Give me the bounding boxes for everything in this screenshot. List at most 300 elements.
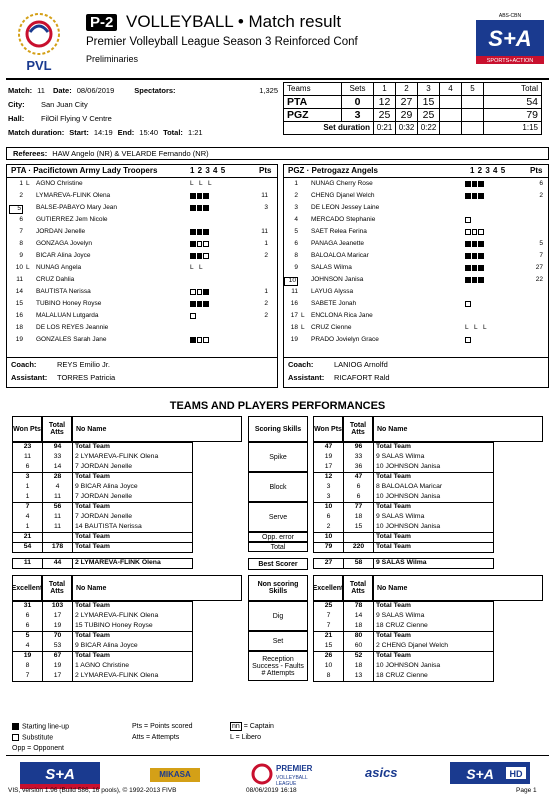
svg-text:PREMIER: PREMIER — [276, 764, 313, 773]
won-points: 27 — [314, 559, 344, 569]
performance-row — [314, 642, 494, 652]
set-score — [462, 96, 484, 109]
performance-row — [314, 672, 494, 682]
player-name: 7 JORDAN Jenelle — [73, 493, 193, 503]
total-attempts: 58 — [344, 559, 374, 569]
phase: Preliminaries — [86, 54, 139, 64]
print-date: 08/06/2019 16:18 — [246, 787, 297, 794]
starting-square-icon — [203, 301, 209, 307]
starting-square-icon — [190, 253, 196, 259]
set-participation — [190, 229, 210, 236]
substitute-square-icon — [472, 229, 478, 235]
set-duration-label: Set duration — [284, 122, 374, 135]
set-participation — [465, 241, 485, 248]
player-name: 10 JOHNSON Janisa — [374, 493, 494, 503]
match-date: 08/06/2019 — [76, 85, 115, 95]
player-name: 9 BICAR Alina Joyce — [73, 483, 193, 493]
player-name: Total Team — [374, 473, 494, 483]
player-name: 10 JOHNSON Janisa — [374, 463, 494, 473]
player-number: 6 — [19, 216, 23, 223]
total-attempts: 18 — [344, 662, 374, 672]
won-points: 7 — [13, 672, 43, 682]
captain-box: nn — [232, 723, 240, 730]
player-number: 5 — [294, 228, 298, 235]
legend-starting: Starting line-up — [21, 723, 70, 731]
set-participation — [190, 193, 210, 200]
svg-text:LEAGUE: LEAGUE — [276, 781, 297, 787]
total-attempts: 33 — [43, 453, 73, 463]
player-name: 9 SALAS Wilma — [374, 612, 494, 622]
end-label: End: — [117, 127, 135, 137]
starting-square-icon — [465, 277, 471, 283]
team-b-set-cols: 1 2 3 4 5 — [470, 166, 506, 175]
player-name: NUNAG Angela — [36, 264, 82, 271]
performance-table — [313, 442, 494, 473]
coach-label: Coach: — [11, 360, 37, 369]
player-name: SALAS Wilma — [311, 264, 352, 271]
player-number: 16 — [15, 312, 23, 319]
empty-square-icon — [12, 734, 19, 741]
team-b-assistant — [288, 374, 390, 382]
player-name: Total Team — [73, 652, 193, 662]
won-points: 21 — [314, 632, 344, 642]
player-points: 2 — [264, 312, 268, 319]
match-label: Match: — [8, 85, 33, 95]
sets-won: 3 — [342, 109, 374, 122]
total-attempts: 67 — [43, 652, 73, 662]
player-name: MERCADO Stephanie — [311, 216, 376, 223]
total-attempts: 36 — [344, 463, 374, 473]
player-number: 10 — [284, 277, 298, 286]
coach-name: LANIOG Arnolfd — [334, 360, 388, 369]
total-attempts — [344, 533, 374, 543]
performance-table — [313, 542, 494, 553]
sports-action-logo — [472, 10, 548, 66]
performance-row — [13, 483, 193, 493]
total-attempts: 18 — [344, 513, 374, 523]
substitute-square-icon — [465, 229, 471, 235]
player-name: CRUZ Cienne — [311, 324, 352, 331]
referees-label: Referees: — [13, 148, 48, 158]
set-score: 29 — [396, 109, 418, 122]
set-score-table — [283, 82, 542, 135]
skill-name: Set — [272, 637, 284, 645]
set-score — [462, 109, 484, 122]
total-attempts: 11 — [43, 493, 73, 503]
substitute-square-icon — [197, 241, 203, 247]
won-points: 7 — [314, 622, 344, 632]
total-attempts: 220 — [344, 543, 374, 553]
total-points: 54 — [484, 96, 542, 109]
starting-square-icon — [190, 241, 196, 247]
player-name: Total Team — [374, 533, 494, 543]
player-number: 11 — [16, 276, 23, 283]
total-attempts: 18 — [344, 622, 374, 632]
player-number: 9 — [294, 264, 298, 271]
won-points: 3 — [314, 493, 344, 503]
player-number: 1 — [19, 180, 23, 187]
starting-square-icon — [197, 193, 203, 199]
won-points: 31 — [13, 602, 43, 612]
header-rule — [6, 78, 549, 80]
player-name: Total Team — [73, 543, 193, 553]
legend-pts: Pts = Points scored — [132, 723, 193, 730]
player-name: Total Team — [73, 602, 193, 612]
total-attempts: 56 — [43, 503, 73, 513]
total-attempts: 53 — [43, 642, 73, 652]
assistant-label: Assistant: — [288, 373, 325, 382]
player-name: 7 JORDAN Jenelle — [73, 463, 193, 473]
legend-start — [12, 723, 69, 730]
total-attempts: 33 — [344, 453, 374, 463]
player-number: 6 — [294, 240, 298, 247]
performance-row — [314, 473, 494, 483]
won-points: 6 — [13, 463, 43, 473]
header-left: Excellent — [12, 575, 42, 601]
won-points: 8 — [13, 662, 43, 672]
performance-row — [13, 612, 193, 622]
performance-table — [313, 502, 494, 533]
performance-row — [314, 503, 494, 513]
player-number: 3 — [294, 204, 298, 211]
starting-square-icon — [465, 193, 471, 199]
substitute-square-icon — [197, 337, 203, 343]
set-duration: 0:21 — [374, 122, 396, 135]
performance-row — [314, 602, 494, 612]
won-points: 47 — [314, 443, 344, 453]
player-name: 2 LYMAREVA-FLINK Olena — [73, 453, 193, 463]
libero-flag: L — [26, 264, 30, 271]
player-name: DE LOS REYES Jeannie — [36, 324, 109, 331]
player-name: Total Team — [73, 632, 193, 642]
performance-row — [13, 473, 193, 483]
starting-square-icon — [197, 229, 203, 235]
svg-text:ABS-CBN: ABS-CBN — [498, 13, 522, 19]
player-number: 19 — [15, 336, 23, 343]
set-participation — [190, 301, 210, 308]
skill-label — [248, 651, 308, 681]
player-number: 16 — [290, 300, 298, 307]
player-name: 10 JOHNSON Janisa — [374, 523, 494, 533]
player-name: Total Team — [374, 602, 494, 612]
hall-label: Hall: — [8, 113, 25, 123]
player-name: Total Team — [73, 533, 193, 543]
performance-row — [13, 463, 193, 473]
starting-square-icon — [472, 277, 478, 283]
skill-label: Serve — [248, 502, 308, 532]
set-participation — [465, 325, 492, 332]
player-name: Total Team — [374, 503, 494, 513]
player-name: LAYUG Alyssa — [311, 288, 354, 295]
set-score — [440, 109, 462, 122]
player-name: JORDAN Jenelle — [36, 228, 86, 235]
set-score: 25 — [374, 109, 396, 122]
won-points: 54 — [13, 543, 43, 553]
performance-table — [313, 601, 494, 632]
performance-row — [13, 602, 193, 612]
captain-text: = Captain — [243, 723, 274, 730]
player-name: 9 SALAS Wilma — [374, 559, 494, 569]
total-attempts: 70 — [43, 632, 73, 642]
libero-marker: L — [208, 180, 212, 187]
starting-square-icon — [190, 193, 196, 199]
best-scorer-label: Best Scorer — [248, 558, 308, 570]
end-time: 15:40 — [139, 127, 159, 137]
player-name: Total Team — [374, 652, 494, 662]
start-time: 14:19 — [93, 127, 113, 137]
skill-label — [248, 631, 308, 651]
team-a-name: PTA · Pacifictown Army Lady Troopers — [11, 166, 158, 175]
libero-marker: L — [190, 264, 194, 271]
won-points: 6 — [13, 612, 43, 622]
starting-square-icon — [478, 193, 484, 199]
col-set3: 3 — [418, 83, 440, 96]
player-name: 2 LYMAREVA-FLINK Olena — [73, 672, 193, 682]
player-name: NUNAG Cherry Rose — [311, 180, 373, 187]
set-duration — [440, 122, 462, 135]
starting-square-icon — [197, 253, 203, 259]
won-points: 6 — [13, 622, 43, 632]
performance-row — [314, 622, 494, 632]
player-name: 9 SALAS Wilma — [374, 513, 494, 523]
hall-row — [8, 112, 278, 125]
set-participation — [190, 181, 217, 188]
player-points: 22 — [535, 276, 543, 283]
performance-row — [13, 513, 193, 523]
player-number: 18 — [290, 324, 298, 331]
starting-square-icon — [465, 241, 471, 247]
total-duration: 1:21 — [187, 127, 203, 137]
starting-square-icon — [465, 181, 471, 187]
set-duration: 0:32 — [396, 122, 418, 135]
starting-square-icon — [472, 193, 478, 199]
starting-square-icon — [465, 253, 471, 259]
player-name: DE LEON Jessey Laine — [311, 204, 380, 211]
total-attempts: 44 — [43, 559, 73, 569]
performance-row — [314, 533, 494, 543]
starting-square-icon — [472, 265, 478, 271]
performance-row — [314, 523, 494, 533]
total-attempts: 94 — [43, 443, 73, 453]
score-row-pta — [284, 96, 542, 109]
player-name: 18 CRUZ Cienne — [374, 672, 494, 682]
total-attempts: 19 — [43, 622, 73, 632]
player-points: 27 — [535, 264, 543, 271]
total-attempts — [43, 533, 73, 543]
legend-atts: Atts = Attempts — [132, 734, 180, 741]
player-points: 1 — [264, 288, 268, 295]
won-points: 15 — [314, 642, 344, 652]
team-code: PTA — [284, 96, 342, 109]
set-participation — [190, 205, 210, 212]
performance-row — [13, 533, 193, 543]
starting-square-icon — [472, 253, 478, 259]
performance-table — [12, 558, 193, 569]
won-points: 3 — [13, 473, 43, 483]
won-points: 11 — [13, 453, 43, 463]
starting-square-icon — [478, 265, 484, 271]
total-attempts: 14 — [344, 612, 374, 622]
team-b-pts-label: Pts — [530, 166, 543, 175]
col-sets: Sets — [342, 83, 374, 96]
set-participation — [190, 265, 208, 272]
player-name: 8 BALOALOA Maricar — [374, 483, 494, 493]
col-teams: Teams — [284, 83, 342, 96]
page-title: VOLLEYBALL • Match result — [126, 12, 342, 31]
competition-name: Premier Volleyball League Season 3 Reinforced Conf — [86, 36, 358, 48]
player-name: 18 CRUZ Cienne — [374, 622, 494, 632]
total-label: Total: — [163, 127, 183, 137]
sports-action-footer-logo — [20, 760, 100, 790]
sports-action-hd-logo — [450, 760, 530, 790]
header-left: Total Atts — [42, 575, 72, 601]
libero-flag: L — [301, 312, 305, 319]
total-attempts: 15 — [344, 523, 374, 533]
col-set5: 5 — [462, 83, 484, 96]
player-number: 7 — [19, 228, 23, 235]
player-number: 2 — [294, 192, 298, 199]
performance-row — [314, 652, 494, 662]
skill-label: Block — [248, 472, 308, 502]
starting-square-icon — [203, 205, 209, 211]
set-score: 27 — [396, 96, 418, 109]
skill-sub: Success - Faults — [252, 662, 304, 670]
performance-table — [12, 631, 193, 652]
performance-table — [12, 651, 193, 682]
player-name: 7 JORDAN Jenelle — [73, 513, 193, 523]
substitute-square-icon — [203, 241, 209, 247]
duration-row — [8, 126, 278, 139]
substitute-square-icon — [465, 217, 471, 223]
won-points: 7 — [13, 503, 43, 513]
player-name: 9 BICAR Alina Joyce — [73, 642, 193, 652]
performance-table — [12, 472, 193, 503]
libero-marker: L — [199, 180, 203, 187]
performance-row — [314, 662, 494, 672]
header-left: No Name — [72, 575, 242, 601]
won-points: 6 — [314, 513, 344, 523]
set-participation — [465, 265, 485, 272]
performance-row — [13, 493, 193, 503]
performance-row — [13, 672, 193, 682]
starting-square-icon — [197, 205, 203, 211]
performance-row — [13, 543, 193, 553]
player-name: 15 TUBINO Honey Royse — [73, 622, 193, 632]
skill-header: Scoring Skills — [248, 416, 308, 442]
skill-label — [248, 601, 308, 631]
pvl-logo — [8, 8, 70, 76]
won-points: 1 — [13, 523, 43, 533]
player-name: ENCLONA Rica Jane — [311, 312, 373, 319]
legend-sub — [12, 734, 53, 741]
performance-title: TEAMS AND PLAYERS PERFORMANCES — [169, 400, 386, 412]
header-right: Total Atts — [343, 416, 373, 442]
set-participation — [465, 229, 485, 236]
performance-row — [13, 662, 193, 672]
won-points: 4 — [13, 642, 43, 652]
assistant-label: Assistant: — [11, 373, 48, 382]
city-row — [8, 98, 278, 111]
player-number: 9 — [19, 252, 23, 259]
player-name: CHENG Djanel Welch — [311, 192, 375, 199]
player-name: Total Team — [73, 443, 193, 453]
player-name: PANAGA Jeanette — [311, 240, 364, 247]
set-participation — [190, 337, 210, 344]
player-name: BICAR Alina Joyce — [36, 252, 91, 259]
starting-square-icon — [203, 289, 209, 295]
skill-label: Total — [248, 542, 308, 552]
roster-divider — [283, 177, 549, 178]
performance-row — [314, 463, 494, 473]
player-name: GONZAGA Jovelyn — [36, 240, 92, 247]
player-number: 15 — [15, 300, 23, 307]
player-name: 2 CHENG Djanel Welch — [374, 642, 494, 652]
starting-square-icon — [465, 265, 471, 271]
set-participation — [465, 301, 472, 308]
won-points: 1 — [13, 483, 43, 493]
total-attempts: 6 — [344, 483, 374, 493]
performance-row — [314, 513, 494, 523]
starting-square-icon — [203, 229, 209, 235]
set-score: 25 — [418, 109, 440, 122]
player-points: 6 — [539, 180, 543, 187]
player-number: 5 — [9, 205, 23, 214]
coach-name: REYS Emilio Jr. — [57, 360, 110, 369]
assistant-name: TORRES Patricia — [57, 373, 116, 382]
performance-table — [12, 601, 193, 632]
header-right: Total Atts — [343, 575, 373, 601]
performance-row — [13, 453, 193, 463]
total-attempts: 52 — [344, 652, 374, 662]
performance-table — [313, 472, 494, 503]
total-attempts: 17 — [43, 672, 73, 682]
player-name: 1 AGNO Christine — [73, 662, 193, 672]
performance-row — [314, 493, 494, 503]
col-set1: 1 — [374, 83, 396, 96]
player-name: SABETE Jonah — [311, 300, 357, 307]
city-label: City: — [8, 99, 25, 109]
performance-row — [13, 503, 193, 513]
total-attempts: 80 — [344, 632, 374, 642]
performance-row — [13, 642, 193, 652]
performance-row — [314, 612, 494, 622]
won-points: 2 — [314, 523, 344, 533]
player-name: LYMAREVA-FLINK Olena — [36, 192, 111, 199]
player-number: 14 — [15, 288, 23, 295]
player-name: GONZALES Sarah Jane — [36, 336, 107, 343]
player-points: 1 — [264, 240, 268, 247]
player-name: CRUZ Dahlia — [36, 276, 75, 283]
skill-name: Reception — [262, 655, 294, 663]
set-participation — [465, 253, 485, 260]
total-attempts: 28 — [43, 473, 73, 483]
performance-table — [313, 651, 494, 682]
won-points: 11 — [13, 559, 43, 569]
substitute-square-icon — [203, 337, 209, 343]
player-name: BALOALOA Maricar — [311, 252, 369, 259]
total-attempts: 4 — [43, 483, 73, 493]
performance-row — [314, 453, 494, 463]
header-left: Won Pts — [12, 416, 42, 442]
player-number: 4 — [294, 216, 298, 223]
substitute-square-icon — [203, 253, 209, 259]
hall: FilOil Flying V Centre — [41, 113, 112, 123]
team-code: PGZ — [284, 109, 342, 122]
libero-marker: L — [483, 324, 487, 331]
player-name: SAET Relea Ferina — [311, 228, 367, 235]
roster-divider — [6, 177, 278, 178]
set-participation — [465, 217, 472, 224]
